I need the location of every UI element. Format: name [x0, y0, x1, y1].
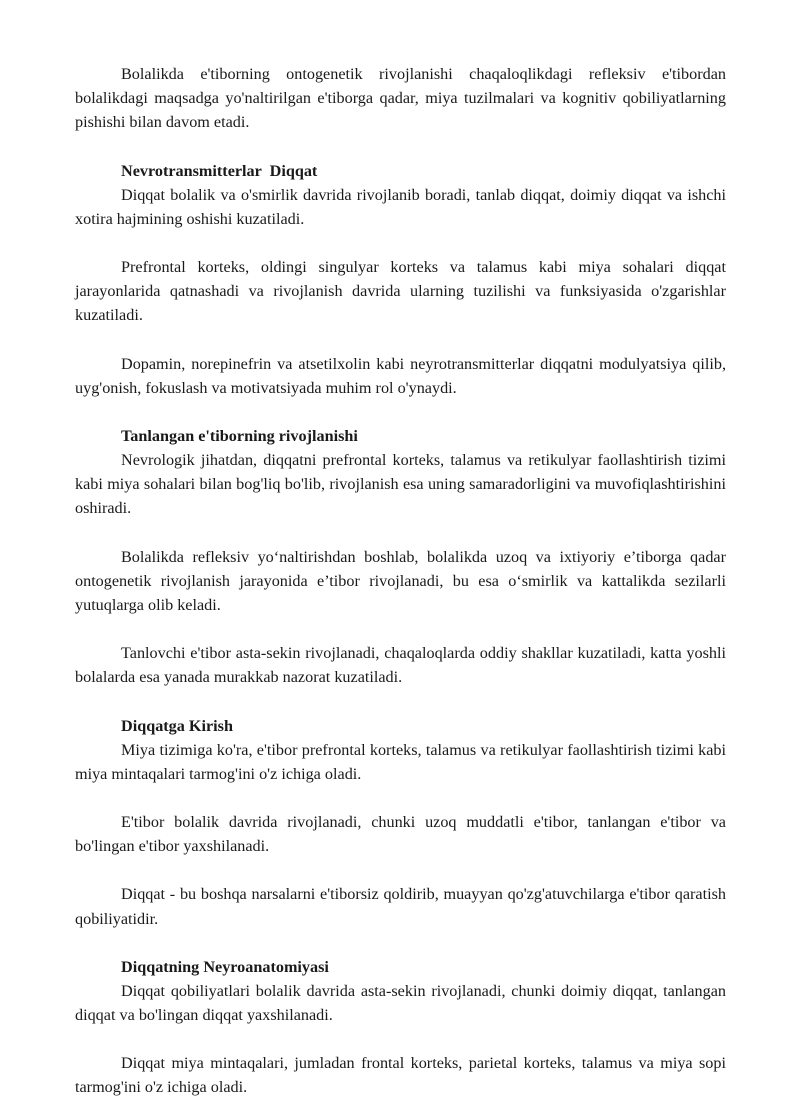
paragraph: Diqqat bolalik va o'smirlik davrida rivojlanib boradi, tanlab diqqat, doimiy diqqat va ishchi xotira hajmining oshishi kuzatiladi.	[75, 185, 726, 228]
heading-attention-neuroanatomy: Diqqatning Neyroanatomiyasi	[121, 957, 329, 976]
paragraph: Prefrontal korteks, oldingi singulyar korteks va talamus kabi miya sohalari diqqat jarayonlarida qatnashadi va rivojlanish davrida ularning tuzilishi va funksiyasida o'zgarishlar kuzatiladi.	[75, 258, 726, 325]
paragraph-intro: Bolalikda e'tiborning ontogenetik rivojlanishi chaqaloqlikdagi refleksiv e'tibordan bolalikdagi maqsadga yo'naltirilgan e'tiborga qadar, miya tuzilmalari va kognitiv qobiliyatlarning pishishi bilan davom etadi.	[75, 65, 726, 132]
paragraph: E'tibor bolalik davrida rivojlanadi, chunki uzoq muddatli e'tibor, tanlangan e'tibor va bo'lingan e'tibor yaxshilanadi.	[75, 813, 726, 856]
paragraph: Diqqat qobiliyatlari bolalik davrida asta-sekin rivojlanadi, chunki doimiy diqqat, tanlangan diqqat va bo'lingan diqqat yaxshilanadi.	[75, 981, 726, 1025]
paragraph: Nevrologik jihatdan, diqqatni prefrontal korteks, talamus va retikulyar faollashtirish tizimi kabi miya sohalari bilan bog'liq bo'lib, rivojlanish esa uning samaradorligini va muvofiqlashtirishini oshiradi.	[75, 451, 726, 518]
paragraph: Tanlovchi e'tibor asta-sekin rivojlanadi, chaqaloqlarda oddiy shakllar kuzatiladi, katta yoshli bolalarda esa yanada murakkab nazorat kuzatiladi.	[75, 644, 726, 687]
heading-neurotransmitters-attention: Nevrotransmitterlar Diqqat	[121, 161, 318, 180]
heading-selective-attention-development: Tanlangan e'tiborning rivojlanishi	[121, 427, 358, 446]
heading-attention-introduction: Diqqatga Kirish	[121, 716, 233, 735]
document-page	[75, 62, 726, 1100]
paragraph: Bolalikda refleksiv yo‘naltirishdan boshlab, bolalikda uzoq va ixtiyoriy e’tiborga qadar ontogenetik rivojlanish jarayonida e’tibor rivojlanadi, bu esa o‘smirlik va kattalikda sezilarli yutuqlarga olib keladi.	[75, 547, 726, 615]
paragraph: Diqqat miya mintaqalari, jumladan frontal korteks, parietal korteks, talamus va miya sopi tarmog'ini o'z ichiga oladi.	[75, 1054, 726, 1097]
paragraph: Diqqat - bu boshqa narsalarni e'tiborsiz qoldirib, muayyan qo'zg'atuvchilarga e'tibor qaratish qobiliyatidir.	[75, 885, 726, 928]
paragraph: Dopamin, norepinefrin va atsetilxolin kabi neyrotransmitterlar diqqatni modulyatsiya qilib, uyg'onish, fokuslash va motivatsiyada muhim rol o'ynaydi.	[75, 354, 726, 397]
paragraph: Miya tizimiga ko'ra, e'tibor prefrontal korteks, talamus va retikulyar faollashtirish tizimi kabi miya mintaqalari tarmog'ini o'z ichiga oladi.	[75, 740, 726, 783]
